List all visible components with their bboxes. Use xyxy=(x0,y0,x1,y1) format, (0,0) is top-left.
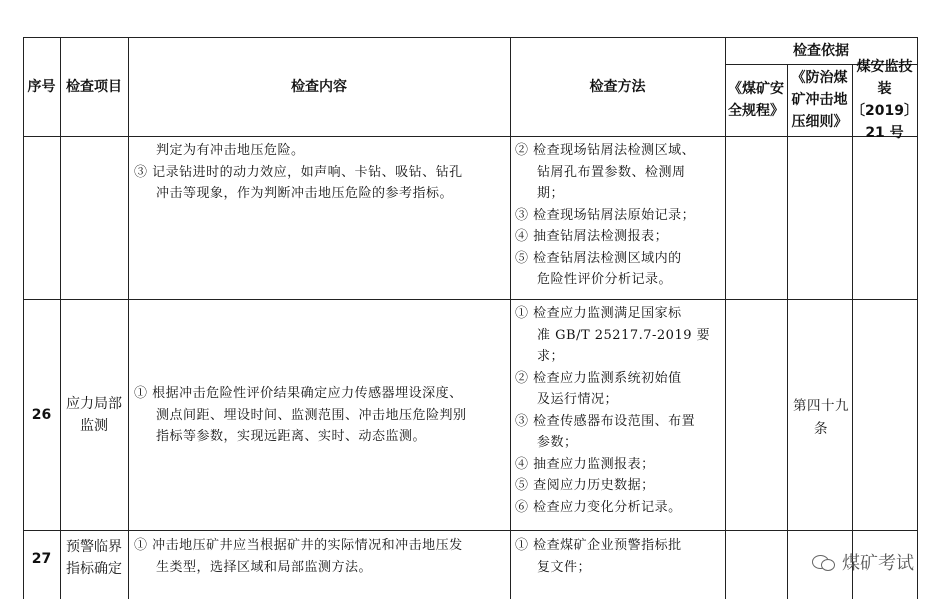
wechat-icon xyxy=(812,553,836,571)
header-bottom-line xyxy=(23,136,918,137)
method-line: ② 检查应力监测系统初始值 xyxy=(515,370,682,386)
method-line: 危险性评价分析记录。 xyxy=(537,272,673,287)
row2-content xyxy=(134,383,506,448)
row2-item xyxy=(60,300,128,530)
method-line: ⑤ 查阅应力历史数据； xyxy=(515,478,655,493)
watermark xyxy=(812,549,914,575)
row2-seq-value: 26 xyxy=(31,407,52,423)
header-basis-sub2-line: 压细则》 xyxy=(791,114,848,130)
row2-bottom-line xyxy=(23,530,918,531)
header-basis-sub3-line: 装〔2019〕 xyxy=(851,81,918,119)
content-line: 指标等参数，实现远距离、实时、动态监测。 xyxy=(156,429,427,444)
row2-method xyxy=(515,303,723,518)
method-line: 准 GB/T 25217.7-2019 要 xyxy=(537,327,711,343)
basis-line: 条 xyxy=(814,421,828,437)
method-line: 钻屑孔布置参数、检测周 xyxy=(537,164,686,180)
row3-method xyxy=(515,535,723,578)
col-line-basis2 xyxy=(852,64,853,599)
row1-method xyxy=(515,140,723,291)
content-line: 生类型，选择区域和局部监测方法。 xyxy=(156,559,373,575)
row3-item-line: 预警临界 xyxy=(66,539,122,555)
method-line: 及运行情况； xyxy=(537,392,619,407)
row3-content xyxy=(134,535,506,578)
method-line: ① 检查煤矿企业预警指标批 xyxy=(515,538,682,553)
row2-item-line: 监测 xyxy=(80,418,108,434)
method-line: ③ 检查传感器布设范围、布置 xyxy=(515,413,696,429)
header-method-label: 检查方法 xyxy=(589,78,646,95)
header-basis-sub3 xyxy=(851,59,918,141)
header-item xyxy=(60,37,128,136)
content-line: ③ 记录钻进时的动力效应，如声响、卡钻、吸钻、钻孔 xyxy=(134,164,463,180)
header-basis-label: 检查依据 xyxy=(793,42,849,59)
content-line: 冲击等现象，作为判断冲击地压危险的参考指标。 xyxy=(156,186,454,201)
row2-seq xyxy=(23,300,60,530)
content-line: 判定为有冲击地压危险。 xyxy=(156,143,305,158)
header-seq xyxy=(23,37,60,136)
method-line: ④ 抽查钻屑法检测报表； xyxy=(515,229,669,244)
method-line: ③ 检查现场钻屑法原始记录； xyxy=(515,207,696,223)
header-basis-sub3-line: 煤安监技 xyxy=(856,59,913,75)
content-line: ① 根据冲击危险性评价结果确定应力传感器埋设深度、 xyxy=(134,386,463,401)
method-line: 参数； xyxy=(537,435,578,450)
method-line: ② 检查现场钻屑法检测区域、 xyxy=(515,143,696,158)
method-line: ④ 抽查应力监测报表； xyxy=(515,456,655,472)
header-basis-sub1-line: 全规程》 xyxy=(728,103,784,119)
header-basis-sub1-line: 《煤矿安 xyxy=(728,81,784,97)
row3-item-line: 指标确定 xyxy=(66,561,122,577)
method-line: 复文件； xyxy=(537,559,592,575)
content-line: 测点间距、埋设时间、监测范围、冲击地压危险判别 xyxy=(156,407,467,423)
method-line: ⑥ 检查应力变化分析记录。 xyxy=(515,499,682,515)
row1-bottom-line xyxy=(23,299,918,300)
row2-item-line: 应力局部 xyxy=(66,396,122,412)
header-basis-sub2-line: 《防治煤 xyxy=(791,70,848,86)
content-line: ① 冲击地压矿井应当根据矿井的实际情况和冲击地压发 xyxy=(134,538,463,553)
row2-basis2 xyxy=(791,395,851,441)
header-basis-sub2-line: 矿冲击地 xyxy=(791,92,848,108)
row3-seq-value: 27 xyxy=(31,551,52,567)
header-seq-label: 序号 xyxy=(27,78,56,95)
col-line-basis1 xyxy=(787,64,788,599)
header-content xyxy=(128,37,510,136)
header-item-label: 检查项目 xyxy=(66,78,122,95)
basis-line: 第四十九 xyxy=(793,398,849,414)
header-method xyxy=(510,37,725,136)
watermark-text: 煤矿考试 xyxy=(842,553,914,574)
header-basis-sub3-line: 21 号 xyxy=(865,125,904,141)
method-line: 期； xyxy=(537,186,565,201)
row3-item xyxy=(60,533,128,583)
header-basis-sub1 xyxy=(725,64,787,136)
header-basis-sub2 xyxy=(787,64,852,136)
row1-content xyxy=(134,140,506,205)
method-line: 求； xyxy=(537,349,565,364)
row3-seq xyxy=(23,531,60,587)
method-line: ① 检查应力监测满足国家标 xyxy=(515,306,682,321)
method-line: ⑤ 检查钻屑法检测区域内的 xyxy=(515,250,682,266)
header-content-label: 检查内容 xyxy=(291,78,347,95)
